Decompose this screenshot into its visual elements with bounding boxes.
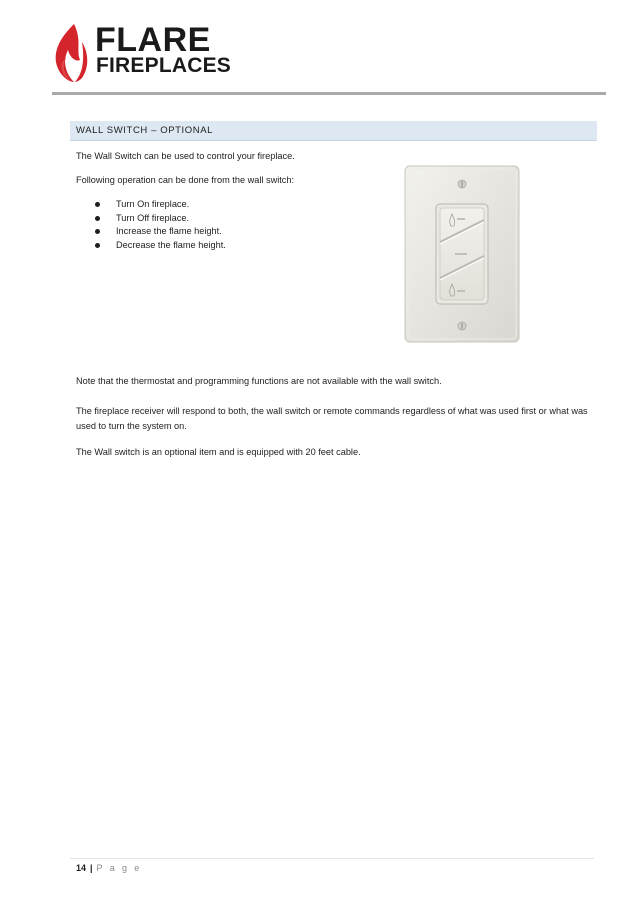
list-item-text: Turn On fireplace. (116, 199, 190, 209)
list-item (76, 198, 226, 212)
list-item-text: Increase the flame height. (116, 226, 222, 237)
brand-name: FLARE (95, 21, 211, 59)
header-divider (52, 92, 606, 95)
list-item (76, 239, 226, 253)
bullet-icon (95, 229, 100, 234)
operations-list (76, 198, 226, 252)
footer-separator: | (90, 863, 93, 873)
cable-paragraph: The Wall switch is an optional item and is equipped with 20 feet cable. (76, 447, 361, 457)
list-item-text: Decrease the flame height. (116, 239, 226, 250)
list-item (76, 225, 226, 239)
footer-divider (70, 858, 594, 859)
section-heading: WALL SWITCH – OPTIONAL (70, 121, 597, 141)
list-item-text: Turn Off fireplace. (116, 212, 190, 223)
bullet-icon (95, 243, 100, 248)
receiver-paragraph: The fireplace receiver will respond to both, the wall switch or remote commands regardless of what was used first or what was used to turn the system on. (76, 406, 588, 431)
bullet-icon (95, 202, 100, 207)
operations-intro: Following operation can be done from the wall switch: (76, 175, 295, 185)
page-label: P a g e (96, 863, 142, 873)
bullet-icon (95, 216, 100, 221)
brand-tagline: FIREPLACES (96, 54, 232, 77)
intro-paragraph: The Wall Switch can be used to control your fireplace. (76, 151, 295, 161)
flame-icon (52, 22, 92, 84)
note-paragraph: Note that the thermostat and programming functions are not available with the wall switch. (76, 376, 442, 386)
brand-logo (52, 21, 232, 84)
wall-switch-photo (403, 164, 521, 344)
list-item (76, 212, 226, 226)
page-footer (76, 861, 142, 875)
page-number: 14 (76, 863, 87, 873)
